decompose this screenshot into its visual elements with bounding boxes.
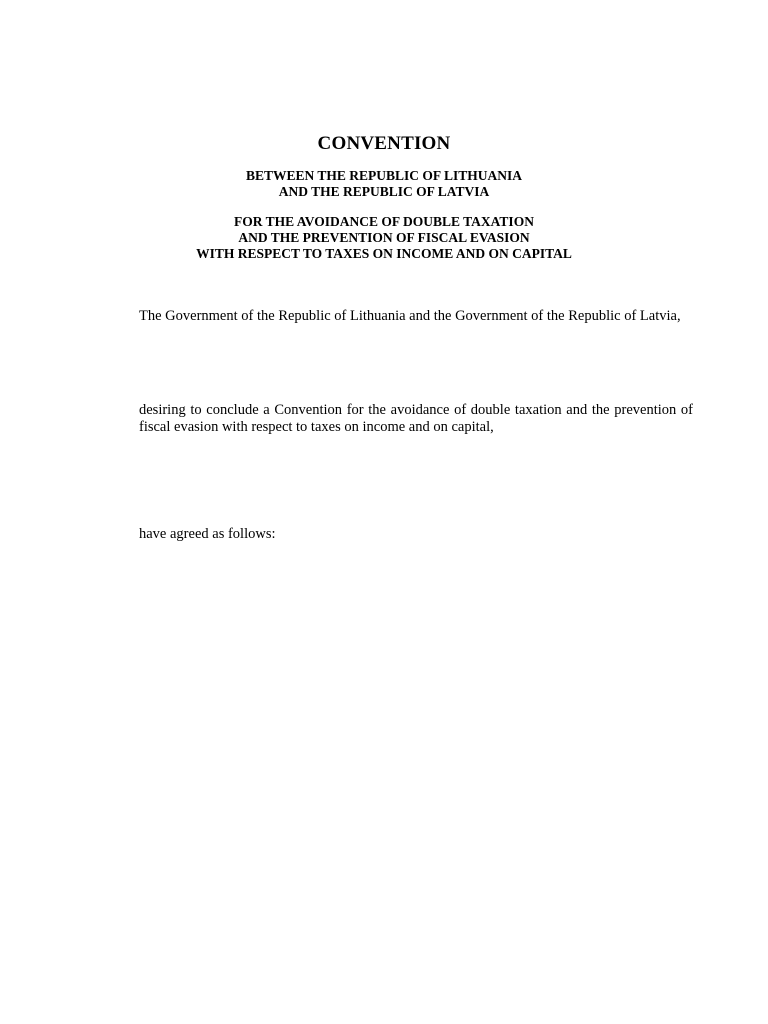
parties-heading (0, 168, 768, 200)
document-title: CONVENTION (317, 133, 451, 154)
parties-line-1: BETWEEN THE REPUBLIC OF LITHUANIA (245, 168, 523, 183)
purpose-line-2: AND THE PREVENTION OF FISCAL EVASION (238, 230, 530, 245)
purpose-line-3: WITH RESPECT TO TAXES ON INCOME AND ON CAPITAL (196, 246, 572, 261)
parties-line-2: AND THE REPUBLIC OF LATVIA (278, 184, 490, 199)
preamble-paragraph-agreed: have agreed as follows: (139, 526, 276, 542)
preamble-paragraph-governments: The Government of the Republic of Lithuania and the Government of the Republic of Latvia, (139, 308, 681, 324)
preamble-paragraph-desiring: desiring to conclude a Convention for the avoidance of double taxation and the prevention of fiscal evasion with respect to taxes on income and on capital, (139, 402, 693, 435)
purpose-line-1: FOR THE AVOIDANCE OF DOUBLE TAXATION (234, 214, 534, 229)
purpose-heading (0, 214, 768, 262)
